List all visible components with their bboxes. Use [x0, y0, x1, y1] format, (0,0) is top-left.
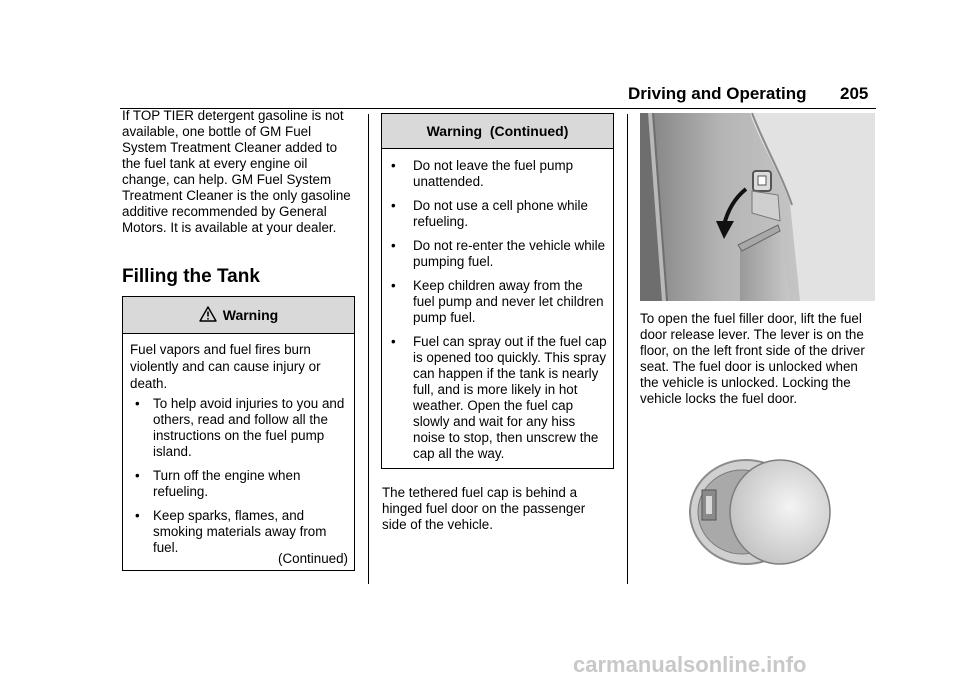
detergent-paragraph: If TOP TIER detergent gasoline is not available, one bottle of GM Fuel System Treatment Cleaner added to the fuel tank at every engine oil change, can help. GM Fuel System Treatment Cleaner is the only gasoline additive recommended by General Motors. It is available at your dealer. [122, 108, 351, 235]
fuel-door-lever-illustration [640, 113, 875, 301]
page-number: 205 [840, 84, 869, 103]
list-item-text: Keep sparks, flames, and smoking materials away from fuel. [153, 508, 327, 555]
section-title: Driving and Operating [628, 84, 807, 103]
bullet: • [391, 238, 396, 253]
list-item-text: Do not use a cell phone while refueling. [413, 198, 588, 229]
warning-header [123, 297, 354, 334]
list-item [391, 334, 607, 462]
bullet: • [391, 198, 396, 213]
list-item-text: Do not leave the fuel pump unattended. [413, 158, 574, 189]
fuel-door-paragraph: To open the fuel filler door, lift the fuel door release lever. The lever is on the floor, on the left front side of the driver seat. The fuel door is unlocked when the vehicle is unlocked. Locking the vehicle locks the fuel door. [640, 311, 865, 406]
warning-triangle-icon [199, 306, 217, 325]
list-item [135, 468, 348, 500]
bullet: • [391, 158, 396, 173]
bullet: • [391, 278, 396, 293]
bullet: • [135, 468, 140, 483]
fuel-cap-door-illustration [684, 456, 838, 568]
column-divider [368, 114, 369, 584]
list-item [391, 278, 607, 326]
bullet: • [135, 508, 140, 523]
warning-continued-header [382, 114, 613, 149]
warning-list [123, 392, 354, 556]
list-item [391, 238, 607, 270]
list-item-text: To help avoid injuries to you and others, read and follow all the instructions on the fuel pump island. [153, 396, 345, 459]
list-item-text: Fuel can spray out if the fuel cap is opened too quickly. This spray can happen if the tank is nearly full, and is more likely in hot weather. Open the fuel cap slowly and wait for any hiss noise to stop, then unscrew the cap all the way. [413, 334, 607, 461]
bullet: • [135, 396, 140, 411]
warning-title: Warning [222, 307, 279, 323]
warning-box [122, 296, 355, 571]
column-divider [627, 114, 628, 584]
list-item [391, 198, 607, 230]
list-item [391, 158, 607, 190]
warning-continued-title: Warning (Continued) [426, 123, 569, 139]
watermark: carmanualsonline.info [573, 652, 807, 677]
warning-continued-box [381, 113, 614, 469]
bullet: • [391, 334, 396, 349]
list-item-text: Turn off the engine when refueling. [153, 468, 301, 499]
section-heading: Filling the Tank [122, 266, 260, 287]
warning-intro: Fuel vapors and fuel fires burn violently and can cause injury or death. [130, 342, 321, 391]
list-item-text: Keep children away from the fuel pump and never let children pump fuel. [413, 278, 604, 325]
continued-label: (Continued) [278, 551, 348, 566]
fuel-cap-paragraph: The tethered fuel cap is behind a hinged fuel door on the passenger side of the vehicle. [382, 485, 586, 532]
list-item-text: Do not re-enter the vehicle while pumping fuel. [413, 238, 606, 269]
warning-continued-list [382, 149, 613, 462]
list-item [135, 396, 348, 460]
list-item [135, 508, 348, 556]
